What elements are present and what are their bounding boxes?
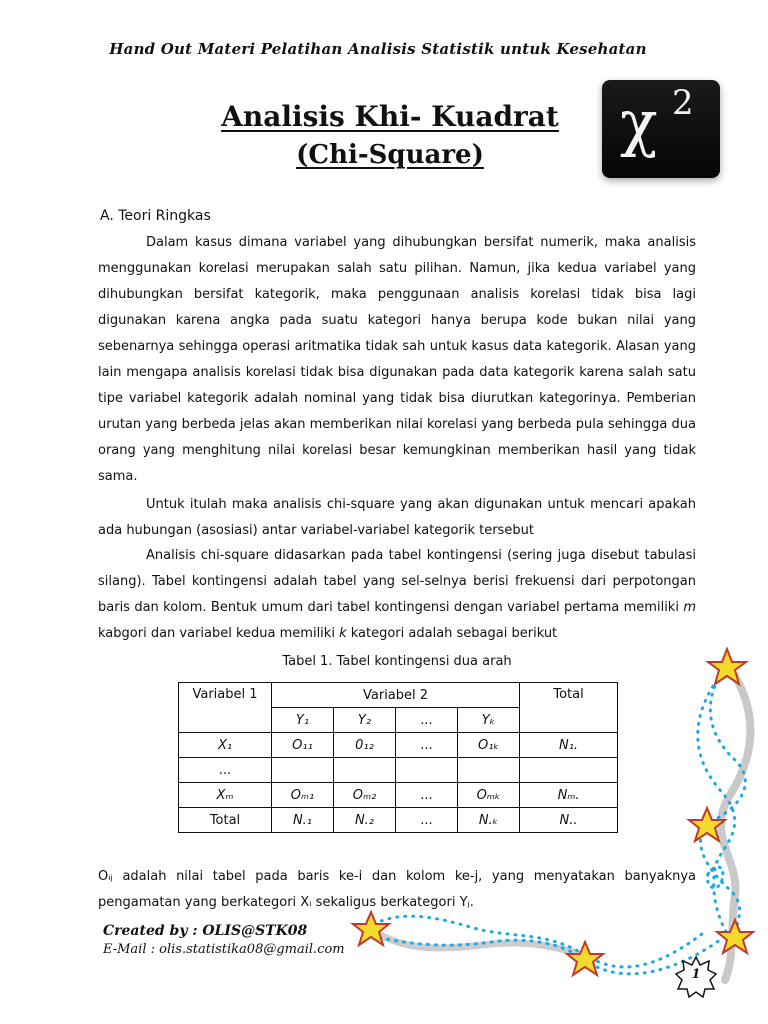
paragraph-3-part-2: kabgori dan variabel kedua memiliki (98, 626, 340, 641)
footer-email: E-Mail : olis.statistika08@gmail.com (103, 942, 345, 957)
table-header-row (179, 683, 618, 708)
star-icon (567, 942, 603, 975)
page-title: Analisis Khi- Kuadrat (221, 100, 559, 133)
table-cell (272, 758, 334, 783)
header-variabel-1: Variabel 1 (179, 683, 272, 733)
table-cell (334, 758, 396, 783)
contingency-table (178, 682, 618, 833)
table-description: Oᵢⱼ adalah nilai tabel pada baris ke-i dan kolom ke-j, yang menyatakan banyaknya pengamatan yang berkategori Xᵢ sekaligus berkategori Yⱼ. (98, 869, 696, 910)
paragraph-3 (98, 543, 696, 647)
page-subtitle: (Chi-Square) (296, 140, 484, 170)
chi-superscript: 2 (672, 83, 694, 123)
shadow-path (721, 676, 751, 980)
chi-symbol: χ (620, 86, 658, 159)
table-cell: N.. (520, 808, 618, 833)
table-cell: Oₘ₂ (334, 783, 396, 808)
star-icon (708, 649, 746, 684)
table-cell: Oₘₖ (458, 783, 520, 808)
dotted-path (372, 936, 720, 974)
header-total: Total (520, 683, 618, 733)
table-cell: ... (396, 808, 458, 833)
paragraph-3-text (98, 543, 696, 647)
subheader-cell: ... (396, 708, 458, 733)
star-icon (717, 920, 753, 953)
page-number: 1 (691, 967, 701, 982)
paragraph-1 (98, 230, 696, 490)
table-cell: ... (396, 733, 458, 758)
star-icon (689, 808, 725, 841)
dotted-path (367, 916, 707, 967)
title-block (150, 98, 630, 174)
shadow-path (370, 929, 590, 958)
table-cell: N₁. (520, 733, 618, 758)
table-cell: Nₘ. (520, 783, 618, 808)
table-cell (458, 758, 520, 783)
paragraph-3-variable-k: k (339, 626, 347, 641)
page-badge-icon (675, 956, 717, 998)
table-row (179, 783, 618, 808)
subheader-cell: Y₁ (272, 708, 334, 733)
paragraph-2-text: Untuk itulah maka analisis chi-square yang akan digunakan untuk mencari apakah ada hubungan (asosiasi) antar variabel-variabel kategorik tersebut (98, 497, 696, 538)
chi-square-logo-icon (602, 80, 720, 178)
section-heading: A. Teori Ringkas (100, 208, 211, 224)
subheader-cell: Y₂ (334, 708, 396, 733)
table-cell: N.₂ (334, 808, 396, 833)
table-cell: O₁ₖ (458, 733, 520, 758)
table-cell: ... (396, 783, 458, 808)
paragraph-3-part-1: Analisis chi-square didasarkan pada tabel kontingensi (sering juga disebut tabulasi silang). Tabel kontingensi adalah tabel yang sel-selnya berisi frekuensi dari perpotongan baris dan kolom. Bentuk umum dari tabel kontingensi dengan variabel pertama memiliki (98, 548, 696, 615)
table-cell: O₁₁ (272, 733, 334, 758)
dotted-path (701, 666, 746, 935)
table-row (179, 733, 618, 758)
table-cell: N.ₖ (458, 808, 520, 833)
subheader-cell: Yₖ (458, 708, 520, 733)
footer-created-by: Created by : OLIS@STK08 (103, 923, 308, 939)
dotted-loop (708, 867, 723, 888)
paragraph-3-part-3: kategori adalah sebagai berikut (346, 626, 558, 641)
table-row (179, 808, 618, 833)
paragraph-1-text: Dalam kasus dimana variabel yang dihubungkan bersifat numerik, maka analisis menggunakan korelasi merupakan salah satu pilihan. Namun, jika kedua variabel yang dihubungkan bersifat kategorik, maka penggunaan analisis korelasi tidak bisa lagi digunakan karena angka pada suatu kategori hanya berupa kode bukan nilai yang sebenarnya sehingga operasi aritmatika tidak sah untuk kasus data kategorik. Alasan yang lain mengapa analisis korelasi tidak bisa digunakan pada data kategorik karena salah satu tipe variabel kategorik adalah nominal yang tidak bisa diurutkan kategorinya. Pemberian urutan yang berbeda jelas akan memberikan nilai korelasi yang berbeda pula sehingga dua orang yang menghitung nilai korelasi besar kemungkinan memberikan hasil yang tidak sama. (98, 235, 696, 484)
table-caption: Tabel 1. Tabel kontingensi dua arah (282, 654, 512, 669)
table-cell: ... (179, 758, 272, 783)
table-cell: Total (179, 808, 272, 833)
table-cell (520, 758, 618, 783)
table-cell: N.₁ (272, 808, 334, 833)
table-cell: 0₁₂ (334, 733, 396, 758)
table-cell (396, 758, 458, 783)
table-cell: X₁ (179, 733, 272, 758)
header-variabel-2: Variabel 2 (272, 683, 520, 708)
star-icon (353, 912, 389, 945)
paragraph-3-variable-m: m (683, 600, 696, 615)
dotted-path (698, 673, 735, 935)
paragraph-2 (98, 492, 696, 544)
table-row (179, 758, 618, 783)
table-wrap (178, 682, 617, 833)
table-cell: Oₘ₁ (272, 783, 334, 808)
table-cell: Xₘ (179, 783, 272, 808)
document-header: Hand Out Materi Pelatihan Analisis Statistik untuk Kesehatan (109, 40, 647, 58)
